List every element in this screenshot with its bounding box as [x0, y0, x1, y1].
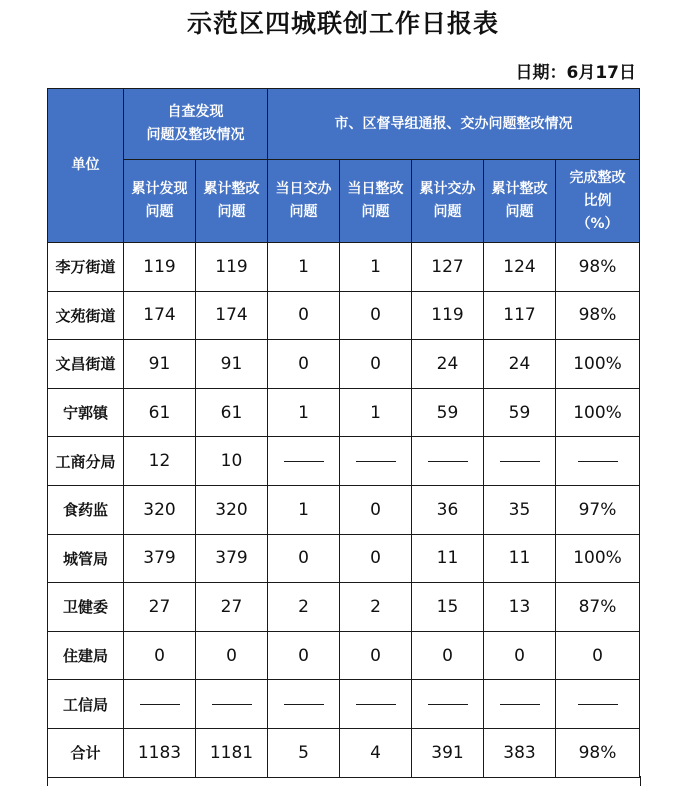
- header-col: 当日整改 问题: [340, 160, 412, 243]
- unit-cell: 李万街道: [48, 243, 124, 292]
- dash-mark: [284, 704, 324, 705]
- value-cell: 379: [124, 534, 196, 583]
- value-cell: 0: [412, 631, 484, 680]
- value-cell: 1: [340, 388, 412, 437]
- value-cell: 1: [268, 388, 340, 437]
- value-cell: 0: [340, 291, 412, 340]
- header-col: 累计整改 问题: [484, 160, 556, 243]
- value-cell-empty: [412, 680, 484, 729]
- value-cell: 59: [484, 388, 556, 437]
- unit-cell: 宁郭镇: [48, 388, 124, 437]
- dash-mark: [500, 461, 540, 462]
- dash-mark: [578, 704, 618, 705]
- dash-mark: [500, 704, 540, 705]
- value-cell: 0: [340, 340, 412, 389]
- value-cell: 320: [124, 485, 196, 534]
- value-cell: 119: [196, 243, 268, 292]
- value-cell: 4: [340, 728, 412, 777]
- report-date: 日期：6月17日: [515, 63, 636, 83]
- dash-mark: [212, 704, 252, 705]
- value-cell: 124: [484, 243, 556, 292]
- value-cell: 0: [556, 631, 640, 680]
- value-cell: 0: [484, 631, 556, 680]
- value-cell-empty: [484, 437, 556, 486]
- table-row: [48, 243, 640, 292]
- value-cell: 36: [412, 485, 484, 534]
- value-cell: 98%: [556, 243, 640, 292]
- value-cell: 91: [196, 340, 268, 389]
- unit-cell: 合计: [48, 728, 124, 777]
- table-body: [48, 243, 640, 778]
- value-cell: 0: [340, 631, 412, 680]
- header-unit: 单位: [48, 89, 124, 243]
- table-row: [48, 340, 640, 389]
- value-cell: 11: [484, 534, 556, 583]
- table-row: [48, 485, 640, 534]
- value-cell-empty: [268, 680, 340, 729]
- value-cell: 91: [124, 340, 196, 389]
- table-row: [48, 388, 640, 437]
- value-cell: 15: [412, 583, 484, 632]
- value-cell: 0: [340, 534, 412, 583]
- unit-cell: 住建局: [48, 631, 124, 680]
- table-row: [48, 680, 640, 729]
- value-cell: 24: [412, 340, 484, 389]
- value-cell: 87%: [556, 583, 640, 632]
- header-col: 完成整改 比例 （%）: [556, 160, 640, 243]
- dash-mark: [428, 704, 468, 705]
- value-cell-empty: [556, 437, 640, 486]
- value-cell: 391: [412, 728, 484, 777]
- value-cell: 0: [268, 340, 340, 389]
- value-cell: 2: [340, 583, 412, 632]
- value-cell: 1183: [124, 728, 196, 777]
- unit-cell: 工信局: [48, 680, 124, 729]
- header-col: 累计发现 问题: [124, 160, 196, 243]
- value-cell-empty: [196, 680, 268, 729]
- value-cell: 0: [124, 631, 196, 680]
- value-cell-empty: [340, 437, 412, 486]
- unit-cell: 卫健委: [48, 583, 124, 632]
- value-cell-empty: [124, 680, 196, 729]
- unit-cell: 食药监: [48, 485, 124, 534]
- table-row: [48, 631, 640, 680]
- dash-mark: [284, 461, 324, 462]
- value-cell: 13: [484, 583, 556, 632]
- value-cell-empty: [412, 437, 484, 486]
- value-cell: 119: [412, 291, 484, 340]
- table-row: [48, 583, 640, 632]
- table-row: [48, 437, 640, 486]
- table-row: [48, 291, 640, 340]
- value-cell: 98%: [556, 728, 640, 777]
- unit-cell: 工商分局: [48, 437, 124, 486]
- value-cell: 1: [340, 243, 412, 292]
- value-cell: 59: [412, 388, 484, 437]
- dash-mark: [140, 704, 180, 705]
- value-cell: 320: [196, 485, 268, 534]
- unit-cell: 城管局: [48, 534, 124, 583]
- value-cell: 117: [484, 291, 556, 340]
- value-cell: 174: [196, 291, 268, 340]
- dash-mark: [428, 461, 468, 462]
- value-cell-empty: [340, 680, 412, 729]
- dash-mark: [356, 704, 396, 705]
- value-cell: 0: [196, 631, 268, 680]
- value-cell: 0: [340, 485, 412, 534]
- report-table: [47, 88, 640, 778]
- value-cell: 119: [124, 243, 196, 292]
- dash-mark: [356, 461, 396, 462]
- unit-cell: 文苑街道: [48, 291, 124, 340]
- value-cell: 27: [196, 583, 268, 632]
- table-row: [48, 534, 640, 583]
- value-cell: 97%: [556, 485, 640, 534]
- value-cell: 1: [268, 485, 340, 534]
- unit-cell: 文昌街道: [48, 340, 124, 389]
- dash-mark: [578, 461, 618, 462]
- value-cell: 0: [268, 534, 340, 583]
- value-cell: 1: [268, 243, 340, 292]
- table-row: [48, 728, 640, 777]
- value-cell: 100%: [556, 534, 640, 583]
- value-cell-empty: [484, 680, 556, 729]
- value-cell-empty: [556, 680, 640, 729]
- value-cell: 27: [124, 583, 196, 632]
- value-cell: 379: [196, 534, 268, 583]
- value-cell: 127: [412, 243, 484, 292]
- value-cell: 61: [196, 388, 268, 437]
- value-cell: 12: [124, 437, 196, 486]
- header-col: 累计交办 问题: [412, 160, 484, 243]
- value-cell: 100%: [556, 340, 640, 389]
- header-col: 累计整改 问题: [196, 160, 268, 243]
- value-cell: 174: [124, 291, 196, 340]
- header-self-check-group: [124, 89, 268, 160]
- header-city-supervision-group: 市、区督导组通报、交办问题整改情况: [268, 89, 640, 160]
- value-cell: 11: [412, 534, 484, 583]
- table-continuation: [47, 776, 641, 786]
- value-cell: 2: [268, 583, 340, 632]
- value-cell: 0: [268, 291, 340, 340]
- value-cell: 98%: [556, 291, 640, 340]
- value-cell: 61: [124, 388, 196, 437]
- value-cell-empty: [268, 437, 340, 486]
- value-cell: 35: [484, 485, 556, 534]
- value-cell: 383: [484, 728, 556, 777]
- header-col: 当日交办 问题: [268, 160, 340, 243]
- report-title: 示范区四城联创工作日报表: [186, 9, 499, 38]
- value-cell: 1181: [196, 728, 268, 777]
- value-cell: 24: [484, 340, 556, 389]
- value-cell: 5: [268, 728, 340, 777]
- value-cell: 0: [268, 631, 340, 680]
- header-self-check-label: 自查发现 问题及整改情况: [146, 104, 245, 143]
- value-cell: 10: [196, 437, 268, 486]
- value-cell: 100%: [556, 388, 640, 437]
